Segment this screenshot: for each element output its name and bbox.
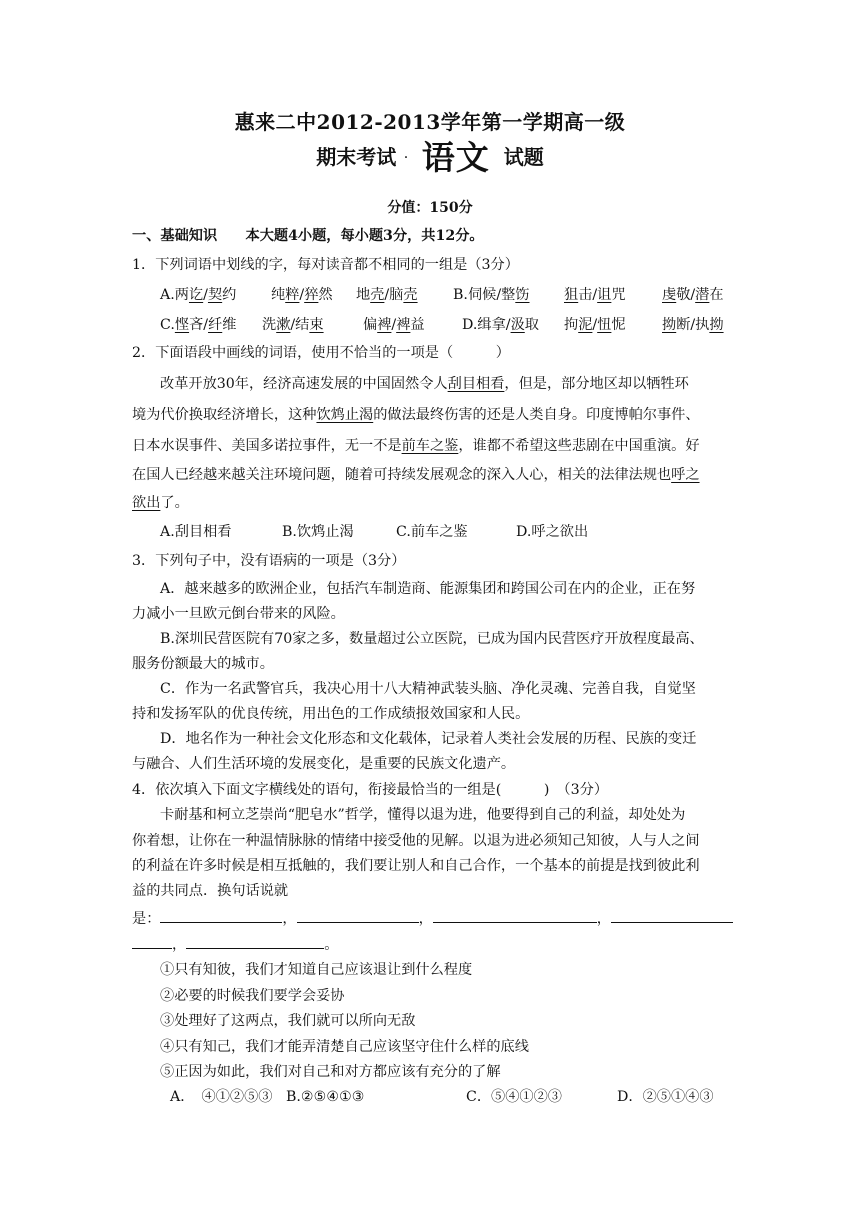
q4-option-d: D．②⑤①④③ xyxy=(617,1089,714,1105)
q2-option-a: A.刮目相看 xyxy=(160,524,232,540)
answer-blank[interactable] xyxy=(433,908,597,923)
q3-stem: 3．下列句子中，没有语病的一项是（3分） xyxy=(132,553,406,569)
q1-a-word2: 纯粹/猝然 xyxy=(271,287,333,303)
total-score: 分值：150分 xyxy=(387,200,473,216)
q3-option-b-line2: 服务份额最大的城市。 xyxy=(132,656,274,672)
answer-blank[interactable] xyxy=(160,908,282,923)
q4-item-1: ①只有知彼，我们才知道自己应该退让到什么程度 xyxy=(160,962,473,978)
q3-option-d-line1: D．地名作为一种社会文化形态和文化载体，记录着人类社会发展的历程、民族的变迁 xyxy=(160,731,697,747)
q4-item-2: ②必要的时候我们要学会妥协 xyxy=(160,988,345,1004)
q1-c-word2: 洗漱/结束 xyxy=(262,317,324,333)
q1-b-word3: 虔敬/潜在 xyxy=(662,287,724,303)
q4-option-c: C．⑤④①②③ xyxy=(466,1089,562,1105)
q2-passage-line3: 日本水误事件、美国多诺拉事件，无一不是前车之鉴，谁都不希望这些悲剧在中国重演。好 xyxy=(132,438,700,454)
q4-blanks-line1: 是： ， ， ， xyxy=(132,908,733,929)
q1-option-a xyxy=(160,285,236,305)
q2-option-d: D.呼之欲出 xyxy=(516,524,589,540)
q4-blanks-line2: ， 。 xyxy=(132,934,338,955)
q1-d-word2: 拘泥/忸怩 xyxy=(564,317,626,333)
title-subject: 语文 xyxy=(421,138,490,177)
q4-item-4: ④只有知己，我们才能弄清楚自己应该坚守住什么样的底线 xyxy=(160,1039,529,1055)
q1-a-word3: 地壳/脑壳 xyxy=(356,287,418,303)
q2-option-c: C.前车之鉴 xyxy=(396,524,468,540)
q1-d-word3: 拗断/执拗 xyxy=(662,317,724,333)
q2-passage-line1: 改革开放30年，经济高速发展的中国固然令人刮目相看，但是，部分地区却以牺牲环 xyxy=(160,376,689,392)
q1-b-word2: 狙击/诅咒 xyxy=(564,287,626,303)
q4-passage-line1: 卡耐基和柯立芝崇尚“肥皂水”哲学，懂得以退为进，他要得到自己的利益，却处处为 xyxy=(160,807,686,823)
q4-passage-line4: 益的共同点．换句话说就 xyxy=(132,883,289,899)
answer-blank[interactable] xyxy=(297,908,419,923)
q1-c-word3: 偏裨/裨益 xyxy=(363,317,425,333)
q3-option-d-line2: 与融合、人们生活环境的发展变化，是重要的民族文化遗产。 xyxy=(132,756,516,772)
q3-option-b-line1: B.深圳民营医院有70家之多，数量超过公立医院，已成为国内民营医疗开放程度最高、 xyxy=(160,631,704,647)
q3-option-a-line2: 力减小一旦欧元倒台带来的风险。 xyxy=(132,606,345,622)
q4-item-3: ③处理好了这两点，我们就可以所向无敌 xyxy=(160,1013,416,1029)
section-heading: 一、基础知识 本大题4小题，每小题3分，共12分。 xyxy=(132,228,484,244)
q4-item-5: ⑤正因为如此，我们对自己和对方都应该有充分的了解 xyxy=(160,1064,501,1080)
q1-a-label: A. xyxy=(160,287,175,303)
q2-passage-line4: 在国人已经越来越关注环境问题，随着可持续发展观念的深入人心，相关的法律法规也呼之 xyxy=(132,467,700,483)
q1-a-word1: 两讫/契约 xyxy=(174,287,237,303)
title-exam-type: 期末考试 xyxy=(316,145,397,169)
q4-passage-line3: 的利益在许多时候是相互抵触的，我们要让别人和自己合作，一个基本的前提是找到彼此利 xyxy=(132,858,700,874)
exam-title-line1: 惠来二中2012-2013学年第一学期高一级 xyxy=(234,110,626,134)
q4-option-b: B.②⑤④①③ xyxy=(286,1089,365,1105)
q3-option-c-line2: 持和发扬军队的优良传统，用出色的工作成绩报效国家和人民。 xyxy=(132,706,530,722)
q4-stem: 4．依次填入下面文字横线处的语句，衔接最恰当的一组是( ) （3分） xyxy=(132,782,609,798)
q1-option-b: B.伺候/整饬 xyxy=(453,287,530,303)
title-suffix: 试题 xyxy=(503,145,544,169)
answer-blank[interactable] xyxy=(611,908,733,923)
q1-option-d: D.缉拿/汲取 xyxy=(462,317,539,333)
q2-passage-line2: 境为代价换取经济增长，这种饮鸩止渴的做法最终伤害的还是人类自身。印度博帕尔事件、 xyxy=(132,407,700,423)
q1-stem: 1．下列词语中划线的字，每对读音都不相同的一组是（3分） xyxy=(132,257,519,273)
q3-option-c-line1: C．作为一名武警官兵，我决心用十八大精神武装头脑、净化灵魂、完善自我，自觉坚 xyxy=(160,681,696,697)
q4-option-a: A． ④①②⑤③ xyxy=(170,1089,273,1105)
q3-option-a-line1: A．越来越多的欧洲企业，包括汽车制造商、能源集团和跨国公司在内的企业，正在努 xyxy=(160,581,696,597)
answer-blank-continued[interactable] xyxy=(132,934,172,949)
q1-option-c: C.悭吝/纤维 xyxy=(160,317,237,333)
title-dot: . xyxy=(404,150,408,161)
q4-passage-line2: 你着想，让你在一种温情脉脉的情绪中接受他的见解。以退为进必须知己知彼，人与人之间 xyxy=(132,833,700,849)
exam-title-line2 xyxy=(0,132,860,179)
q2-option-b: B.饮鸩止渴 xyxy=(282,524,354,540)
q2-passage-line5: 欲出了。 xyxy=(132,495,189,511)
q2-stem: 2．下面语段中画线的词语，使用不恰当的一项是（ ） xyxy=(132,345,510,361)
answer-blank[interactable] xyxy=(186,934,324,949)
